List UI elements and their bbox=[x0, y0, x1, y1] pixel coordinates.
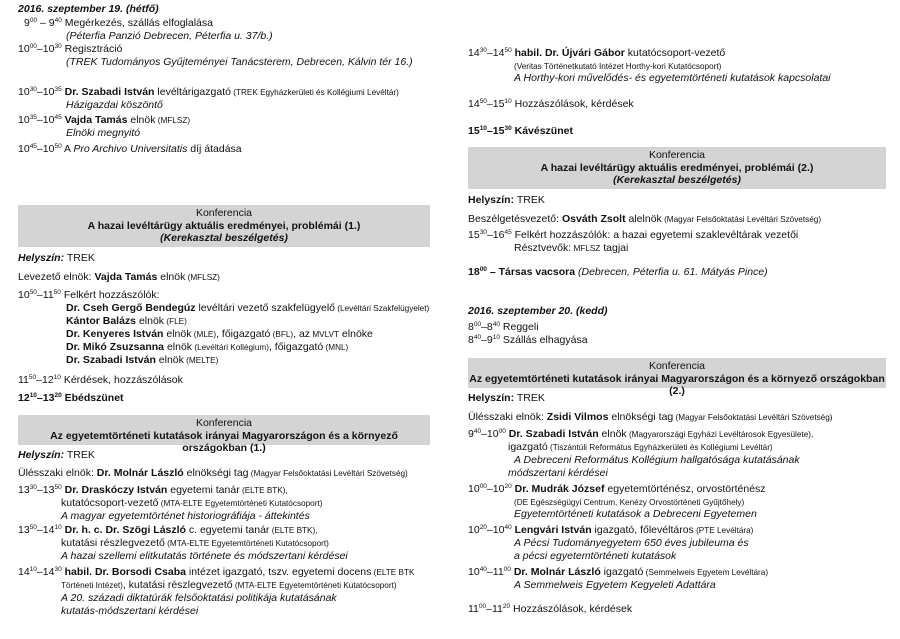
talk-title: A Horthy-kori művelődés- és egyetemtörténeti kutatások kapcsolatai bbox=[514, 72, 831, 84]
schedule-item: $14^{10}-14^{30}$ habil. Dr. Borsodi Csaba intézet igazgató, tszv. egyetemi docens (ELTE BTK bbox=[18, 566, 415, 578]
schedule-item: $10^{50}-11^{50}$ Felkért hozzászólók: bbox=[18, 289, 160, 301]
talk-title: A Semmelweis Egyetem Kegyeleti Adattára bbox=[514, 579, 716, 591]
schedule-item: $9^{40}-10^{00}$ Dr. Szabadi István elnök (Magyarországi Egyházi Levéltárosok Egyesülete), bbox=[468, 428, 814, 440]
schedule-item: $8^{00}-8^{40}$ Reggeli bbox=[468, 321, 539, 333]
venue-note: (Péterfia Panzió Debrecen, Péterfia u. 37/b.) bbox=[66, 30, 273, 42]
schedule-item: $10^{20}-10^{40}$ Lengvári István igazgató, főlevéltáros (PTE Levéltára) bbox=[468, 524, 754, 536]
talk-title: A 20. századi diktatúrák felsőoktatási politikája kutatásának bbox=[61, 592, 337, 604]
speaker-role: igazgató (Tiszántúli Református Egyházkerületi és Kollégiumi Levéltár) bbox=[508, 441, 773, 453]
schedule-item: $10^{40}-11^{00}$ Dr. Molnár László igazgató (Semmelweis Egyetem Levéltára) bbox=[468, 566, 769, 578]
day2-heading: 2016. szeptember 20. (kedd) bbox=[468, 305, 608, 317]
day1-heading: 2016. szeptember 19. (hétfő) bbox=[18, 3, 159, 15]
affiliation: (Veritas Történetkutató Intézet Horthy-kori Kutatócsoport) bbox=[514, 62, 722, 71]
schedule-item: $10^{00}-10^{20}$ Dr. Mudrák József egyetemtörténész, orvostörténész bbox=[468, 483, 766, 495]
chair-line: Ülésszaki elnök: Dr. Molnár László elnökségi tag (Magyar Felsőoktatási Levéltári Szövetség) bbox=[18, 467, 408, 479]
schedule-item: $14^{50}-15^{10}$ Hozzászólások, kérdések bbox=[468, 98, 634, 110]
moderator-line: Beszélgetésvezető: Osváth Zsolt alelnök (Magyar Felsőoktatási Levéltári Szövetség) bbox=[468, 213, 822, 225]
talk-title-cont: a pécsi egyetemtörténeti kutatások bbox=[514, 550, 677, 562]
schedule-item: $10^{35}-10^{45}$ Vajda Tamás elnök (MFLSZ) bbox=[18, 114, 191, 126]
panelist: Kántor Balázs elnök (FLE) bbox=[66, 315, 187, 327]
schedule-item: $10^{45}-10^{50}$ A Pro Archivo Universitatis díj átadása bbox=[18, 143, 242, 155]
schedule-item: $11^{00}-11^{20}$ Hozzászólások, kérdések bbox=[468, 603, 633, 615]
schedule-item: $10^{30}-10^{35}$ Dr. Szabadi István levéltárigazgató (TREK Egyházkerületi és Kollégiumi Levéltár) bbox=[18, 86, 399, 98]
venue-line: Helyszín: TREK bbox=[468, 194, 545, 206]
schedule-item: $11^{50}-12^{10}$ Kérdések, hozzászólások bbox=[18, 374, 183, 386]
schedule-item: $13^{50}-14^{10}$ Dr. h. c. Dr. Szögi László c. egyetemi tanár (ELTE BTK), bbox=[18, 524, 318, 536]
affiliation: (DE Egészségügyi Centrum, Kenézy Orvostörténeti Gyűjtőhely) bbox=[514, 498, 745, 507]
panelist: Dr. Mikó Zsuzsanna elnök (Levéltári Kollégium), főigazgató (MNL) bbox=[66, 341, 349, 353]
speaker-role: kutatási részlegvezető (MTA-ELTE Egyetemtörténeti Kutatócsoport) bbox=[61, 537, 329, 549]
venue-line: Helyszín: TREK bbox=[18, 252, 95, 264]
conference-box-4: Konferencia Az egyetemtörténeti kutatások irányai Magyarországon és a környező országokban (2.) bbox=[469, 360, 885, 397]
schedule-item: $10^{00}-10^{30}$ Regisztráció bbox=[18, 43, 123, 55]
talk-title: Elnöki megnyitó bbox=[66, 127, 141, 139]
lunch-break: $12^{10}-13^{20}$ Ebédszünet bbox=[18, 392, 124, 404]
speaker-role: Történeti Intézet), kutatási részlegvezető (MTA-ELTE Egyetemtörténeti Kutatócsoport) bbox=[61, 579, 397, 591]
talk-title: A Debreceni Református Kollégium hallgatósága kutatásának bbox=[514, 454, 800, 466]
chair-line: Levezető elnök: Vajda Tamás elnök (MFLSZ) bbox=[18, 271, 220, 283]
talk-title: Házigazdai köszöntő bbox=[66, 99, 163, 111]
schedule-item: $14^{30}-14^{50}$ habil. Dr. Újvári Gábor kutatócsoport-vezető bbox=[468, 47, 726, 59]
talk-title: Egyetemtörténeti kutatások a Debreceni Egyetemen bbox=[514, 508, 757, 520]
coffee-break: $15^{10}-15^{30}$ Kávészünet bbox=[468, 125, 573, 137]
talk-title: A hazai szellemi elitkutatás története és módszertani kérdései bbox=[61, 550, 348, 562]
talk-title: A Pécsi Tudományegyetem 650 éves jubileuma és bbox=[514, 537, 749, 549]
dinner: $18^{00}$ – Társas vacsora (Debrecen, Péterfia u. 61. Mátyás Pince) bbox=[468, 266, 768, 278]
chair-line: Ülésszaki elnök: Zsidi Vilmos elnökségi tag (Magyar Felsőoktatási Levéltári Szövetség) bbox=[468, 411, 833, 423]
panelist: Dr. Szabadi István elnök (MELTE) bbox=[66, 354, 219, 366]
conference-box-2: Konferencia Az egyetemtörténeti kutatások irányai Magyarországon és a környező országokban (1.) bbox=[18, 415, 430, 445]
schedule-item: $9^{00} - 9^{40}$ Megérkezés, szállás elfoglalása bbox=[24, 17, 213, 29]
conference-box-1: Konferencia A hazai levéltárügy aktuális eredményei, problémái (1.) (Kerekasztal beszélgetés) bbox=[18, 205, 430, 247]
panelist: Dr. Cseh Gergő Bendegúz levéltári vezető szakfelügyelő (Levéltári Szakfelügyelet) bbox=[66, 302, 430, 314]
schedule-item: $15^{30}-16^{45}$ Felkért hozzászólók: a hazai egyetemi szaklevéltárak vezetői bbox=[468, 229, 799, 241]
talk-title-cont: kutatás-módszertani kérdései bbox=[61, 605, 199, 617]
talk-title-cont: módszertani kérdései bbox=[508, 467, 608, 479]
schedule-item: $13^{30}-13^{50}$ Dr. Draskóczy István egyetemi tanár (ELTE BTK), bbox=[18, 484, 288, 496]
talk-title: A magyar egyetemtörténet historiográfiája - áttekintés bbox=[61, 510, 310, 522]
venue-note: (TREK Tudományos Gyűjteményei Tanácsterem, Debrecen, Kálvin tér 16.) bbox=[66, 56, 413, 68]
venue-line: Helyszín: TREK bbox=[18, 449, 95, 461]
speaker-role: kutatócsoport-vezető (MTA-ELTE Egyetemtörténeti Kutatócsoport) bbox=[61, 497, 323, 509]
participants: Résztvevők: MFLSZ tagjai bbox=[514, 242, 629, 254]
panelist: Dr. Kenyeres István elnök (MLE), főigazgató (BFL), az MVLVT elnöke bbox=[66, 328, 373, 340]
schedule-item: $8^{40}-9^{10}$ Szállás elhagyása bbox=[468, 334, 588, 346]
conference-box-3: Konferencia A hazai levéltárügy aktuális eredményei, problémái (2.) (Kerekasztal beszélgetés) bbox=[468, 147, 886, 189]
venue-line: Helyszín: TREK bbox=[468, 392, 545, 404]
